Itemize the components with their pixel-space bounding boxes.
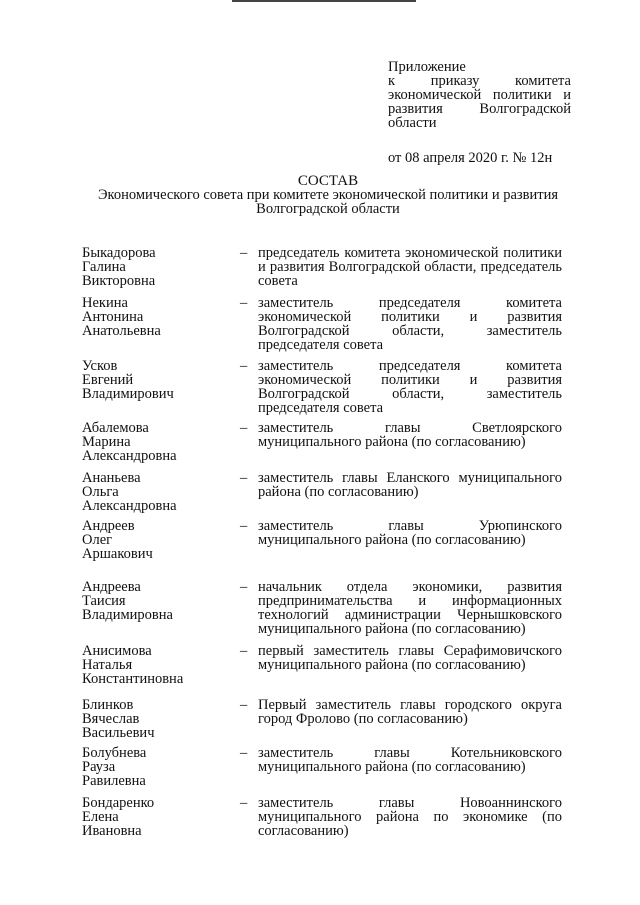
document-subtitle: Экономического совета при комитете экономической политики и развития Волгоградской области <box>97 187 558 217</box>
member-patronymic: Анатольевна <box>82 323 161 339</box>
member-first-name: Ольга <box>82 484 119 500</box>
member-patronymic: Васильевич <box>82 725 155 741</box>
member-name <box>82 421 232 463</box>
member-name <box>82 519 232 561</box>
member-patronymic: Константиновна <box>82 671 184 687</box>
dash-separator: – <box>240 518 248 534</box>
member-surname: Бондаренко <box>82 795 155 811</box>
member-first-name: Таисия <box>82 593 126 609</box>
member-first-name: Галина <box>82 259 126 275</box>
member-name <box>82 471 232 513</box>
member-surname: Андреев <box>82 518 135 534</box>
appendix-block <box>388 60 571 165</box>
member-role: заместитель председателя комитета экономической политики и развития Волгоградской области, заместитель председателя совета <box>258 295 562 353</box>
member-name <box>82 580 232 622</box>
member-first-name: Рауза <box>82 759 116 775</box>
member-first-name: Олег <box>82 532 113 548</box>
member-role: заместитель главы Новоаннинского муниципального района по экономике (по согласованию) <box>258 795 562 839</box>
dash-separator: – <box>240 470 248 486</box>
dash-separator: – <box>240 745 248 761</box>
member-role: Первый заместитель главы городского округа город Фролово (по согласованию) <box>258 697 562 727</box>
member-surname: Быкадорова <box>82 245 156 261</box>
appendix-date: от 08 апреля 2020 г. № 12н <box>388 150 553 166</box>
member-first-name: Вячеслав <box>82 711 140 727</box>
member-name <box>82 246 232 288</box>
dash-separator: – <box>240 643 248 659</box>
member-patronymic: Александровна <box>82 498 177 514</box>
member-role: заместитель главы Еланского муниципального района (по согласованию) <box>258 470 562 500</box>
member-name <box>82 698 232 740</box>
dash-separator: – <box>240 295 248 311</box>
member-name <box>82 796 232 838</box>
member-surname: Болубнева <box>82 745 147 761</box>
member-patronymic: Александровна <box>82 448 177 464</box>
member-first-name: Марина <box>82 434 131 450</box>
member-name <box>82 746 232 788</box>
member-surname: Ананьева <box>82 470 141 486</box>
member-patronymic: Владимировна <box>82 607 173 623</box>
member-patronymic: Владимирович <box>82 386 174 402</box>
member-patronymic: Ивановна <box>82 823 142 839</box>
member-first-name: Антонина <box>82 309 144 325</box>
member-surname: Анисимова <box>82 643 152 659</box>
member-first-name: Евгений <box>82 372 134 388</box>
member-surname: Абалемова <box>82 420 149 436</box>
dash-separator: – <box>240 420 248 436</box>
member-role: начальник отдела экономики, развития предпринимательства и информационных технологий администрации Чернышковского муниципального района (по согласованию) <box>258 579 562 637</box>
member-role: первый заместитель главы Серафимовичского муниципального района (по согласованию) <box>258 643 562 673</box>
member-name <box>82 644 232 686</box>
member-patronymic: Викторовна <box>82 273 156 289</box>
dash-separator: – <box>240 245 248 261</box>
member-surname: Некина <box>82 295 128 311</box>
member-first-name: Елена <box>82 809 119 825</box>
appendix-body: к приказу комитета экономической политики и развития Волгоградской области <box>388 73 571 131</box>
dash-separator: – <box>240 795 248 811</box>
member-first-name: Наталья <box>82 657 133 673</box>
member-surname: Блинков <box>82 697 134 713</box>
dash-separator: – <box>240 697 248 713</box>
member-surname: Усков <box>82 358 118 374</box>
member-role: председатель комитета экономической политики и развития Волгоградской области, председатель совета <box>258 245 562 289</box>
member-role: заместитель главы Светлоярского муниципального района (по согласованию) <box>258 420 562 450</box>
member-name <box>82 296 232 338</box>
member-role: заместитель главы Урюпинского муниципального района (по согласованию) <box>258 518 562 548</box>
member-surname: Андреева <box>82 579 141 595</box>
dash-separator: – <box>240 358 248 374</box>
member-patronymic: Равилевна <box>82 773 146 789</box>
top-border-line <box>232 0 416 2</box>
member-role: заместитель главы Котельниковского муниципального района (по согласованию) <box>258 745 562 775</box>
dash-separator: – <box>240 579 248 595</box>
member-role: заместитель председателя комитета экономической политики и развития Волгоградской области, заместитель председателя совета <box>258 358 562 416</box>
member-patronymic: Аршакович <box>82 546 153 562</box>
member-name <box>82 359 232 401</box>
document-title: СОСТАВ <box>297 173 359 189</box>
appendix-title: Приложение <box>388 59 466 75</box>
